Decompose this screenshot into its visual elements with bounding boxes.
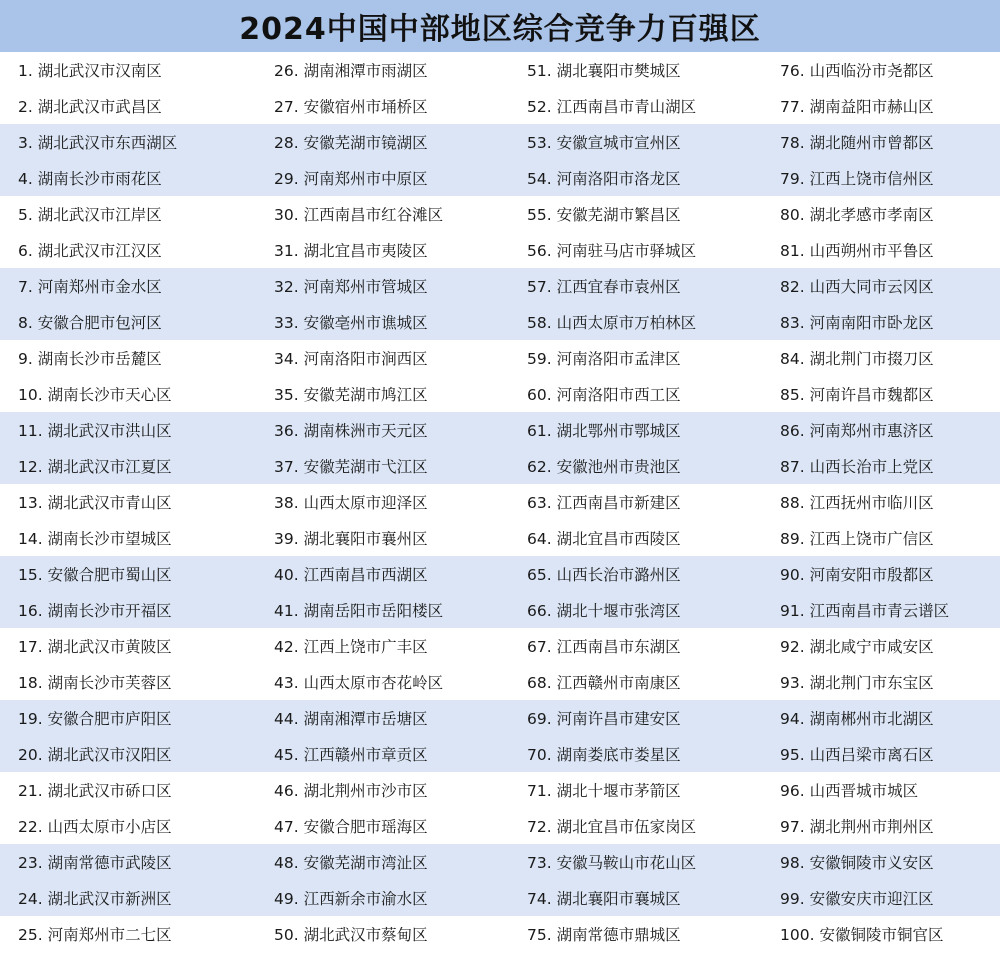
ranking-entry: 100. 安徽铜陵市铜官区 (780, 926, 944, 944)
ranking-entry: 43. 山西太原市杏花岭区 (274, 674, 444, 692)
ranking-entry: 2. 湖北武汉市武昌区 (18, 98, 162, 116)
ranking-entry: 58. 山西太原市万柏林区 (527, 314, 697, 332)
table-row (0, 160, 1000, 196)
ranking-entry: 94. 湖南郴州市北湖区 (780, 710, 934, 728)
ranking-entry: 10. 湖南长沙市天心区 (18, 386, 172, 404)
table-row (0, 844, 1000, 880)
ranking-entry: 39. 湖北襄阳市襄州区 (274, 530, 428, 548)
ranking-entry: 89. 江西上饶市广信区 (780, 530, 934, 548)
ranking-entry: 63. 江西南昌市新建区 (527, 494, 681, 512)
table-row (0, 628, 1000, 664)
ranking-entry: 19. 安徽合肥市庐阳区 (18, 710, 172, 728)
ranking-entry: 33. 安徽亳州市谯城区 (274, 314, 428, 332)
ranking-entry: 26. 湖南湘潭市雨湖区 (274, 62, 428, 80)
ranking-entry: 87. 山西长治市上党区 (780, 458, 934, 476)
table-row (0, 556, 1000, 592)
table-row (0, 448, 1000, 484)
title-bar (0, 0, 1000, 52)
ranking-entry: 56. 河南驻马店市驿城区 (527, 242, 697, 260)
ranking-entry: 79. 江西上饶市信州区 (780, 170, 934, 188)
ranking-entry: 45. 江西赣州市章贡区 (274, 746, 428, 764)
ranking-entry: 30. 江西南昌市红谷滩区 (274, 206, 444, 224)
page-title: 2024中国中部地区综合竞争力百强区 (239, 12, 761, 47)
ranking-entry: 27. 安徽宿州市埇桥区 (274, 98, 428, 116)
ranking-entry: 88. 江西抚州市临川区 (780, 494, 934, 512)
table-row (0, 592, 1000, 628)
ranking-entry: 77. 湖南益阳市赫山区 (780, 98, 934, 116)
ranking-entry: 23. 湖南常德市武陵区 (18, 854, 172, 872)
ranking-entry: 96. 山西晋城市城区 (780, 782, 919, 800)
ranking-entry: 13. 湖北武汉市青山区 (18, 494, 172, 512)
ranking-entry: 85. 河南许昌市魏都区 (780, 386, 934, 404)
ranking-entry: 48. 安徽芜湖市湾沚区 (274, 854, 428, 872)
ranking-entry: 97. 湖北荆州市荆州区 (780, 818, 934, 836)
ranking-entry: 42. 江西上饶市广丰区 (274, 638, 428, 656)
ranking-entry: 47. 安徽合肥市瑶海区 (274, 818, 428, 836)
ranking-entry: 18. 湖南长沙市芙蓉区 (18, 674, 172, 692)
ranking-entry: 62. 安徽池州市贵池区 (527, 458, 681, 476)
ranking-entry: 93. 湖北荆门市东宝区 (780, 674, 934, 692)
table-row (0, 88, 1000, 124)
table-row (0, 52, 1000, 88)
ranking-entry: 37. 安徽芜湖市弋江区 (274, 458, 428, 476)
ranking-entry: 12. 湖北武汉市江夏区 (18, 458, 172, 476)
table-row (0, 412, 1000, 448)
ranking-entry: 65. 山西长治市潞州区 (527, 566, 681, 584)
ranking-entry: 31. 湖北宜昌市夷陵区 (274, 242, 428, 260)
ranking-entry: 34. 河南洛阳市涧西区 (274, 350, 428, 368)
ranking-entry: 17. 湖北武汉市黄陂区 (18, 638, 172, 656)
table-row (0, 736, 1000, 772)
table-row (0, 772, 1000, 808)
ranking-entry: 15. 安徽合肥市蜀山区 (18, 566, 172, 584)
table-row (0, 664, 1000, 700)
ranking-entry: 4. 湖南长沙市雨花区 (18, 170, 162, 188)
ranking-entry: 54. 河南洛阳市洛龙区 (527, 170, 681, 188)
ranking-entry: 92. 湖北咸宁市咸安区 (780, 638, 934, 656)
ranking-entry: 11. 湖北武汉市洪山区 (18, 422, 172, 440)
ranking-entry: 69. 河南许昌市建安区 (527, 710, 681, 728)
ranking-entry: 90. 河南安阳市殷都区 (780, 566, 934, 584)
ranking-entry: 61. 湖北鄂州市鄂城区 (527, 422, 681, 440)
table-row (0, 916, 1000, 952)
ranking-entry: 36. 湖南株洲市天元区 (274, 422, 428, 440)
ranking-entry: 99. 安徽安庆市迎江区 (780, 890, 934, 908)
ranking-entry: 80. 湖北孝感市孝南区 (780, 206, 934, 224)
ranking-table (0, 52, 1000, 953)
ranking-entry: 81. 山西朔州市平鲁区 (780, 242, 934, 260)
ranking-entry: 7. 河南郑州市金水区 (18, 278, 162, 296)
ranking-entry: 44. 湖南湘潭市岳塘区 (274, 710, 428, 728)
ranking-entry: 40. 江西南昌市西湖区 (274, 566, 428, 584)
ranking-entry: 68. 江西赣州市南康区 (527, 674, 681, 692)
ranking-entry: 8. 安徽合肥市包河区 (18, 314, 162, 332)
ranking-entry: 38. 山西太原市迎泽区 (274, 494, 428, 512)
table-row (0, 232, 1000, 268)
table-row (0, 376, 1000, 412)
ranking-entry: 28. 安徽芜湖市镜湖区 (274, 134, 428, 152)
ranking-entry: 95. 山西吕梁市离石区 (780, 746, 934, 764)
ranking-entry: 73. 安徽马鞍山市花山区 (527, 854, 697, 872)
table-row (0, 304, 1000, 340)
table-row (0, 196, 1000, 232)
ranking-entry: 35. 安徽芜湖市鸠江区 (274, 386, 428, 404)
ranking-entry: 66. 湖北十堰市张湾区 (527, 602, 681, 620)
ranking-entry: 64. 湖北宜昌市西陵区 (527, 530, 681, 548)
table-row (0, 808, 1000, 844)
ranking-entry: 55. 安徽芜湖市繁昌区 (527, 206, 681, 224)
ranking-entry: 49. 江西新余市渝水区 (274, 890, 428, 908)
ranking-entry: 98. 安徽铜陵市义安区 (780, 854, 934, 872)
ranking-entry: 67. 江西南昌市东湖区 (527, 638, 681, 656)
ranking-entry: 41. 湖南岳阳市岳阳楼区 (274, 602, 444, 620)
ranking-entry: 21. 湖北武汉市硚口区 (18, 782, 172, 800)
ranking-entry: 82. 山西大同市云冈区 (780, 278, 934, 296)
ranking-entry: 14. 湖南长沙市望城区 (18, 530, 172, 548)
ranking-entry: 3. 湖北武汉市东西湖区 (18, 134, 178, 152)
ranking-entry: 16. 湖南长沙市开福区 (18, 602, 172, 620)
table-row (0, 700, 1000, 736)
ranking-entry: 46. 湖北荆州市沙市区 (274, 782, 428, 800)
ranking-entry: 32. 河南郑州市管城区 (274, 278, 428, 296)
table-row (0, 268, 1000, 304)
ranking-entry: 86. 河南郑州市惠济区 (780, 422, 934, 440)
ranking-entry: 91. 江西南昌市青云谱区 (780, 602, 950, 620)
table-row (0, 124, 1000, 160)
ranking-entry: 70. 湖南娄底市娄星区 (527, 746, 681, 764)
ranking-entry: 6. 湖北武汉市江汉区 (18, 242, 162, 260)
ranking-entry: 1. 湖北武汉市汉南区 (18, 62, 162, 80)
ranking-entry: 59. 河南洛阳市孟津区 (527, 350, 681, 368)
ranking-entry: 5. 湖北武汉市江岸区 (18, 206, 162, 224)
ranking-entry: 72. 湖北宜昌市伍家岗区 (527, 818, 697, 836)
ranking-entry: 52. 江西南昌市青山湖区 (527, 98, 697, 116)
ranking-entry: 74. 湖北襄阳市襄城区 (527, 890, 681, 908)
table-row (0, 880, 1000, 916)
ranking-entry: 9. 湖南长沙市岳麓区 (18, 350, 162, 368)
ranking-entry: 71. 湖北十堰市茅箭区 (527, 782, 681, 800)
ranking-entry: 84. 湖北荆门市掇刀区 (780, 350, 934, 368)
table-row (0, 484, 1000, 520)
ranking-entry: 24. 湖北武汉市新洲区 (18, 890, 172, 908)
ranking-entry: 83. 河南南阳市卧龙区 (780, 314, 934, 332)
table-row (0, 340, 1000, 376)
table-row (0, 520, 1000, 556)
ranking-entry: 51. 湖北襄阳市樊城区 (527, 62, 681, 80)
ranking-entry: 57. 江西宜春市袁州区 (527, 278, 681, 296)
ranking-entry: 29. 河南郑州市中原区 (274, 170, 428, 188)
ranking-entry: 76. 山西临汾市尧都区 (780, 62, 934, 80)
ranking-entry: 78. 湖北随州市曾都区 (780, 134, 934, 152)
ranking-entry: 22. 山西太原市小店区 (18, 818, 172, 836)
ranking-entry: 75. 湖南常德市鼎城区 (527, 926, 681, 944)
ranking-entry: 60. 河南洛阳市西工区 (527, 386, 681, 404)
ranking-entry: 20. 湖北武汉市汉阳区 (18, 746, 172, 764)
ranking-entry: 25. 河南郑州市二七区 (18, 926, 172, 944)
ranking-entry: 50. 湖北武汉市蔡甸区 (274, 926, 428, 944)
ranking-entry: 53. 安徽宣城市宣州区 (527, 134, 681, 152)
